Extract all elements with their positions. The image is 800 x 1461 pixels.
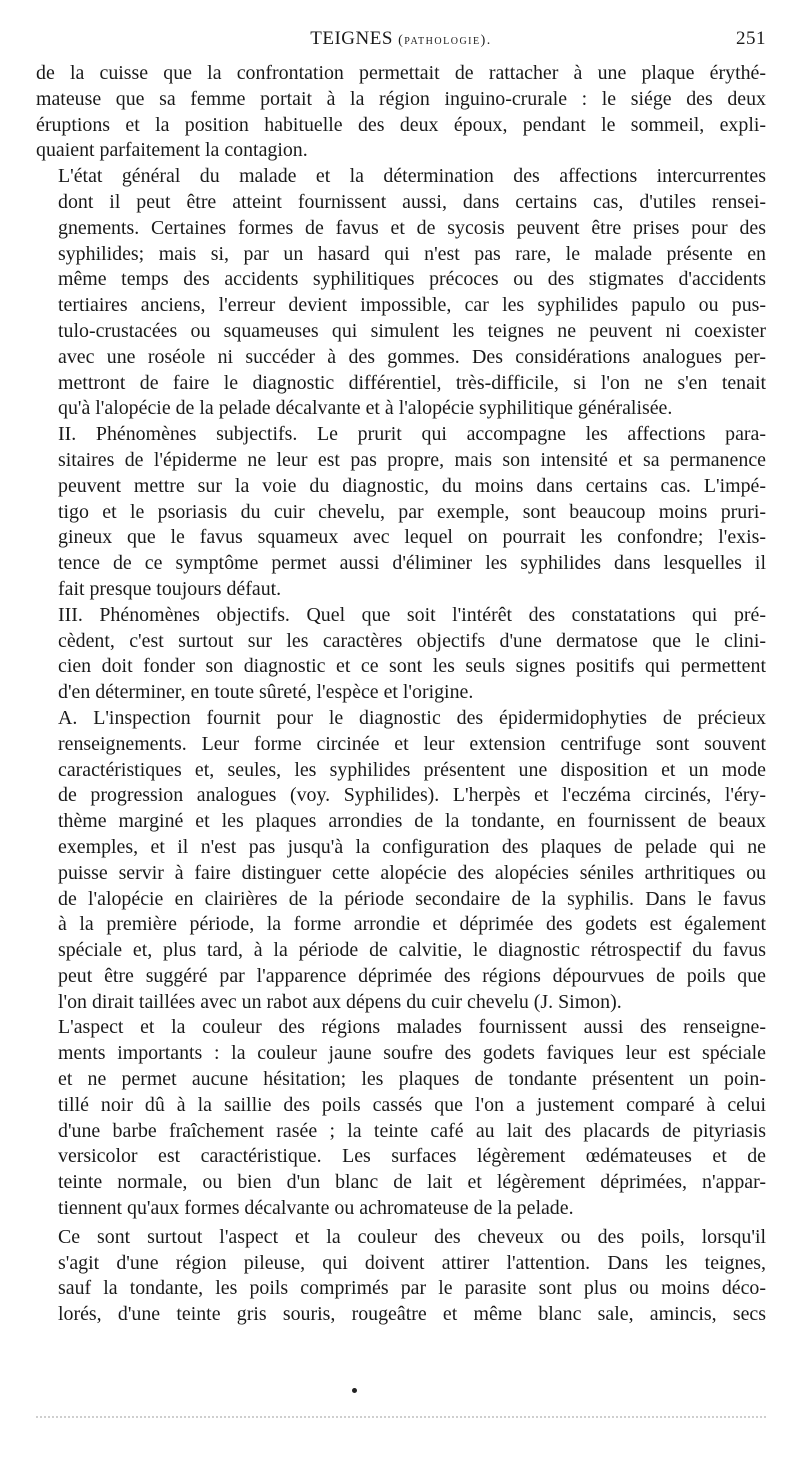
paragraph xyxy=(36,1225,766,1328)
paragraph xyxy=(36,61,766,164)
text-line: l'on dirait taillées avec un rabot aux dépens du cuir chevelu (J. Simon). xyxy=(58,990,622,1013)
text-line: tulo-crustacées ou squameuses qui simulent les teignes ne peuvent ni coexister xyxy=(58,319,766,342)
paragraph xyxy=(36,164,766,422)
text-line: et ne permet aucune hésitation; les plaques de tondante présentent un poin- xyxy=(58,1068,766,1091)
text-line: à la première période, la forme arrondie et déprimée des godets est également xyxy=(58,913,766,936)
text-line: de la cuisse que la confrontation permettait de rattacher à une plaque érythé- xyxy=(36,62,766,84)
body-text xyxy=(36,61,766,1328)
text-line: Ce sont surtout l'aspect et la couleur des cheveux ou des poils, lorsqu'il xyxy=(58,1225,766,1248)
text-line: tillé noir dû à la saillie des poils cassés que l'on a justement comparé à celui xyxy=(58,1093,766,1116)
text-line: quaient parfaitement la contagion. xyxy=(36,139,308,162)
text-line: tigo et le psoriasis du cuir chevelu, par exemple, sont beaucoup moins pruri- xyxy=(58,500,766,523)
paragraph-section-a xyxy=(36,706,766,1016)
text-line: ments importants : la couleur jaune soufre des godets faviques leur est spéciale xyxy=(58,1042,766,1065)
paragraph-section-ii xyxy=(36,422,766,603)
text-line: d'une barbe fraîchement rasée ; la teinte café au lait des placards de pityriasis xyxy=(58,1119,766,1142)
text-line: tiennent qu'aux formes décalvante ou achromateuse de la pelade. xyxy=(58,1197,574,1220)
text-line: dont il peut être atteint fournissent aussi, dans certains cas, d'utiles rensei- xyxy=(58,190,766,213)
text-line: mettront de faire le diagnostic différentiel, très-difficile, si l'on ne s'en tenait xyxy=(58,371,766,394)
running-title xyxy=(36,28,766,50)
text-line: thème marginé et les plaques arrondies de la tondante, en fournissent de beaux xyxy=(58,810,766,833)
text-line: avec une roséole ni succéder à des gommes. Des considérations analogues per- xyxy=(58,345,766,368)
text-line: III. Phénomènes objectifs. Quel que soit l'intérêt des constatations qui pré- xyxy=(58,603,766,626)
text-line: de progression analogues (voy. Syphilides). L'herpès et l'eczéma circinés, l'éry- xyxy=(58,784,766,807)
text-line: A. L'inspection fournit pour le diagnostic des épidermidophyties de précieux xyxy=(58,706,766,729)
page-number: 251 xyxy=(736,28,766,49)
text-line: lorés, d'une teinte gris souris, rougeâtre et même blanc sale, amincis, secs xyxy=(58,1303,766,1326)
text-line: L'état général du malade et la détermination des affections intercurrentes xyxy=(58,165,766,188)
text-line: peut être suggéré par l'apparence déprimée des régions dépourvues de poils que xyxy=(58,964,766,987)
running-header xyxy=(36,28,766,52)
text-line: exemples, et il n'est pas jusqu'à la configuration des plaques de pelade qui ne xyxy=(58,835,766,858)
text-line: teinte normale, ou bien d'un blanc de lait et légèrement déprimées, n'appar- xyxy=(58,1171,766,1194)
text-line: spéciale et, plus tard, à la période de calvitie, le diagnostic rétrospectif du favus xyxy=(58,939,766,962)
text-line: de l'alopécie en clairières de la période secondaire de la syphilis. Dans le favus xyxy=(58,887,766,910)
text-line: cien doit fonder son diagnostic et ce sont les seuls signes positifs qui permettent xyxy=(58,655,766,678)
text-line: sitaires de l'épiderme ne leur est pas propre, mais son intensité et sa permanence xyxy=(58,448,766,471)
paragraph xyxy=(36,1015,766,1221)
text-line: fait presque toujours défaut. xyxy=(58,577,282,600)
text-line: gineux que le favus squameux avec lequel on pourrait les confondre; l'exis- xyxy=(58,526,766,549)
running-title-main: TEIGNES xyxy=(310,28,393,49)
text-line: d'en déterminer, en toute sûreté, l'espèce et l'origine. xyxy=(58,681,474,704)
bleed-through-line xyxy=(36,1412,766,1418)
text-line: sauf la tondante, les poils comprimés par le parasite sont plus ou moins déco- xyxy=(58,1277,766,1300)
text-line: qu'à l'alopécie de la pelade décalvante et à l'alopécie syphilitique généralisée. xyxy=(58,397,673,420)
text-line: II. Phénomènes subjectifs. Le prurit qui accompagne les affections para- xyxy=(58,423,766,446)
text-line: tertiaires anciens, l'erreur devient impossible, car les syphilides papulo ou pus- xyxy=(58,294,766,317)
ink-speck xyxy=(352,1388,357,1393)
paragraph-section-iii xyxy=(36,603,766,706)
text-line: gnements. Certaines formes de favus et de sycosis peuvent être prises pour des xyxy=(58,216,766,239)
text-line: mateuse que sa femme portait à la région inguino-crurale : le siége des deux xyxy=(36,87,766,110)
text-line: s'agit d'une région pileuse, qui doivent attirer l'attention. Dans les teignes, xyxy=(58,1251,766,1274)
text-line: éruptions et la position habituelle des deux époux, pendant le sommeil, expli- xyxy=(36,113,766,136)
running-title-sub: (pathologie). xyxy=(398,33,492,48)
text-line: même temps des accidents syphilitiques précoces ou des stigmates d'accidents xyxy=(58,268,766,291)
text-line: puisse servir à faire distinguer cette alopécie des alopécies séniles arthritiques ou xyxy=(58,861,766,884)
text-line: tence de ce symptôme permet aussi d'éliminer les syphilides dans lesquelles il xyxy=(58,552,766,575)
text-line: versicolor est caractéristique. Les surfaces légèrement œdémateuses et de xyxy=(58,1145,766,1168)
text-line: cèdent, c'est surtout sur les caractères objectifs d'une dermatose que le clini- xyxy=(58,629,766,652)
text-line: renseignements. Leur forme circinée et leur extension centrifuge sont souvent xyxy=(58,732,766,755)
text-line: caractéristiques et, seules, les syphilides présentent une disposition et un mode xyxy=(58,758,766,781)
text-line: syphilides; mais si, par un hasard qui n'est pas rare, le malade présente en xyxy=(58,242,766,265)
text-line: peuvent mettre sur la voie du diagnostic, du moins dans certains cas. L'impé- xyxy=(58,474,766,497)
text-line: L'aspect et la couleur des régions malades fournissent aussi des renseigne- xyxy=(58,1016,766,1039)
